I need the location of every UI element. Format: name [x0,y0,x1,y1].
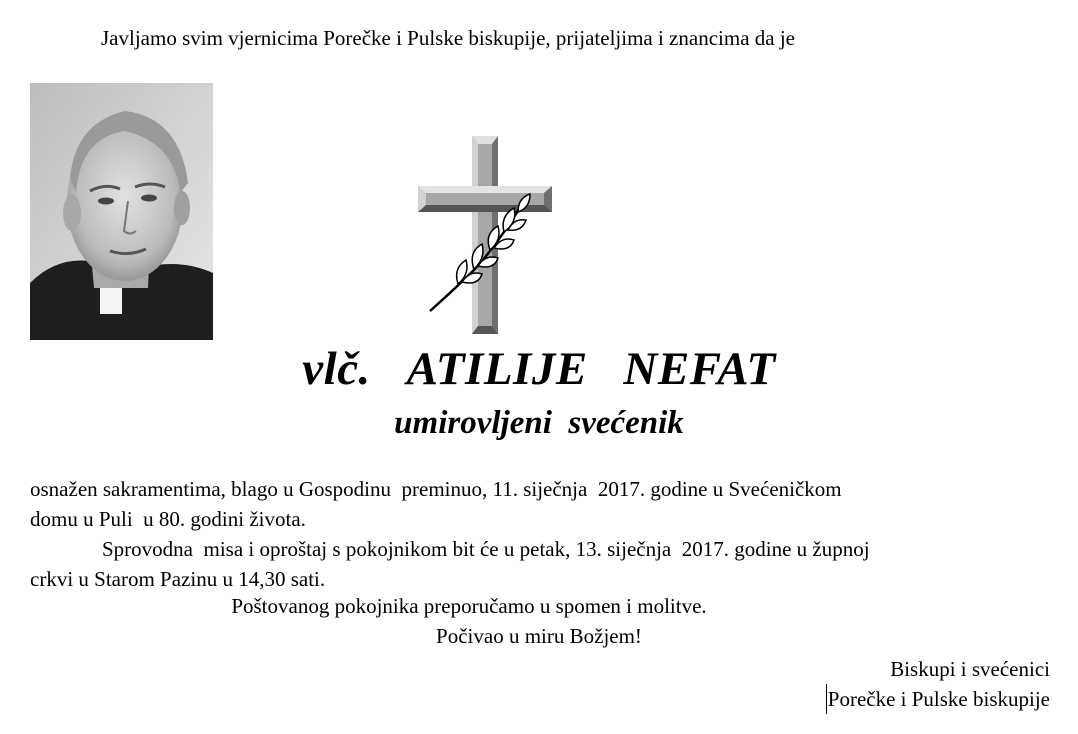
intro-text: Javljamo svim vjernicima Porečke i Pulske biskupije, prijateljima i znancima da je [101,26,795,50]
signature-line-1: Biskupi i svećenici [890,657,1050,681]
funeral-paragraph [30,534,1055,594]
paragraph-line: domu u Puli u 80. godini života. [30,507,306,531]
cross-with-palm-icon [418,136,552,334]
deceased-name [0,342,1078,396]
deceased-role: umirovljeni svećenik [394,405,684,441]
name-title: vlč. [302,343,371,395]
paragraph-line: osnažen sakramentima, blago u Gospodinu preminuo, 11. siječnja 2017. godine u Svećeničkom [30,477,842,501]
closing-remembrance: Poštovanog pokojnika preporučamo u spomen i molitve. [231,594,707,618]
announcement-paragraph [30,474,1055,534]
portrait-photo [30,83,213,340]
signature-line-2: Porečke i Pulske biskupije [826,684,1050,714]
paragraph-line: crkvi u Starom Pazinu u 14,30 sati. [30,567,326,591]
closing-rest-in-peace: Počivao u miru Božjem! [436,624,642,648]
name-last: NEFAT [623,343,776,395]
name-first: ATILIJE [406,343,588,395]
paragraph-line: Sprovodna misa i oproštaj s pokojnikom bit će u petak, 13. siječnja 2017. godine u župnoj [102,537,870,561]
